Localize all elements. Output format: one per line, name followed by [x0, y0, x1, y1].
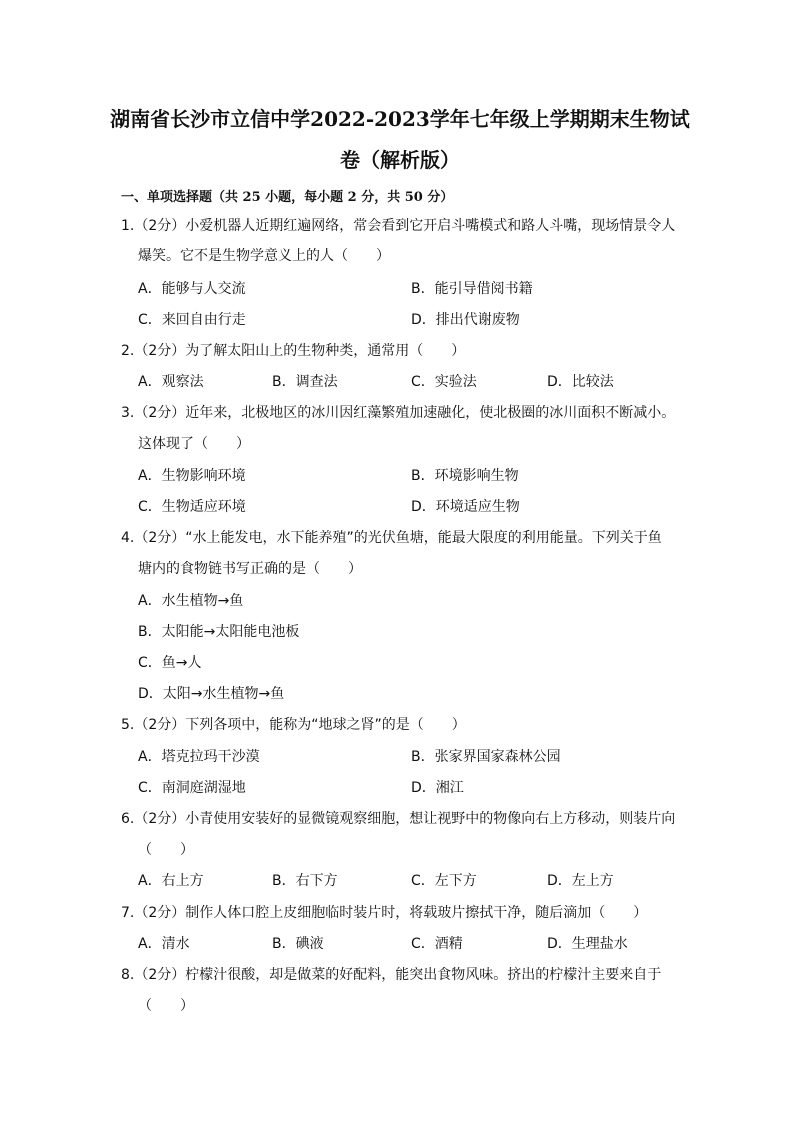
question-7-option-c: C．酒精	[411, 936, 463, 952]
question-4-option-c: C．鱼→人	[138, 655, 202, 671]
question-5-option-c: C．南洞庭湖湿地	[138, 780, 246, 796]
question-7-stem-line-1: 7.（2分）制作人体口腔上皮细胞临时装片时，将载玻片擦拭干净，随后滴加（ ）	[121, 905, 648, 921]
question-8-stem-line-1: 8.（2分）柠檬汁很酸，却是做菜的好配料，能突出食物风味。挤出的柠檬汁主要来自于	[121, 967, 662, 983]
question-7-option-d: D．生理盐水	[547, 936, 628, 952]
question-4-stem-line-1: 4.（2分）“水上能发电，水下能养殖”的光伏鱼塘，能最大限度的利用能量。下列关于鱼	[121, 530, 662, 546]
question-6-stem-line-2: （ ）	[138, 842, 194, 858]
section-heading: 一、单项选择题（共 25 小题，每小题 2 分，共 50 分）	[121, 190, 454, 205]
question-1-option-d: D．排出代谢废物	[411, 312, 520, 328]
question-5-option-a: A．塔克拉玛干沙漠	[138, 749, 260, 765]
question-3-option-c: C．生物适应环境	[138, 499, 246, 515]
question-2-option-c: C．实验法	[411, 374, 477, 390]
question-8-stem-line-2: （ ）	[138, 998, 194, 1014]
question-3-option-d: D．环境适应生物	[411, 499, 520, 515]
question-7-option-a: A．清水	[138, 936, 190, 952]
question-2-option-a: A．观察法	[138, 374, 204, 390]
question-6-option-b: B．右下方	[272, 873, 338, 889]
question-4-option-b: B．太阳能→太阳能电池板	[138, 624, 300, 640]
question-5-option-b: B．张家界国家森林公园	[411, 749, 561, 765]
question-2-stem-line-1: 2.（2分）为了解太阳山上的生物种类，通常用（ ）	[121, 343, 466, 359]
question-5-option-d: D．湘江	[411, 780, 464, 796]
question-1-option-a: A．能够与人交流	[138, 281, 246, 297]
question-7-option-b: B．碘液	[272, 936, 324, 952]
question-3-stem-line-1: 3.（2分）近年来，北极地区的冰川因红藻繁殖加速融化，使北极圈的冰川面积不断减小。	[121, 405, 676, 421]
question-2-option-d: D．比较法	[547, 374, 614, 390]
question-1-option-b: B．能引导借阅书籍	[411, 281, 533, 297]
question-3-option-b: B．环境影响生物	[411, 468, 519, 484]
exam-title-line-1: 湖南省长沙市立信中学2022-2023学年七年级上学期期末生物试	[110, 107, 690, 131]
question-6-option-d: D．左上方	[547, 873, 614, 889]
question-4-option-d: D．太阳→水生植物→鱼	[138, 686, 285, 702]
question-1-stem-line-2: 爆笑。它不是生物学意义上的人（ ）	[138, 248, 390, 264]
question-3-stem-line-2: 这体现了（ ）	[138, 436, 250, 452]
question-6-stem-line-1: 6.（2分）小青使用安装好的显微镜观察细胞，想让视野中的物像向右上方移动，则装片向	[121, 811, 676, 827]
question-6-option-c: C．左下方	[411, 873, 477, 889]
question-4-option-a: A．水生植物→鱼	[138, 593, 244, 609]
question-1-stem-line-1: 1.（2分）小爱机器人近期红遍网络，常会看到它开启斗嘴模式和路人斗嘴，现场情景令人	[121, 218, 676, 234]
question-5-stem-line-1: 5.（2分）下列各项中，能称为“地球之肾”的是（ ）	[121, 717, 466, 733]
question-2-option-b: B．调查法	[272, 374, 338, 390]
question-1-option-c: C．来回自由行走	[138, 312, 246, 328]
exam-title-line-2: 卷（解析版）	[340, 148, 460, 172]
question-6-option-a: A．右上方	[138, 873, 204, 889]
question-4-stem-line-2: 塘内的食物链书写正确的是（ ）	[138, 561, 362, 577]
question-3-option-a: A．生物影响环境	[138, 468, 246, 484]
